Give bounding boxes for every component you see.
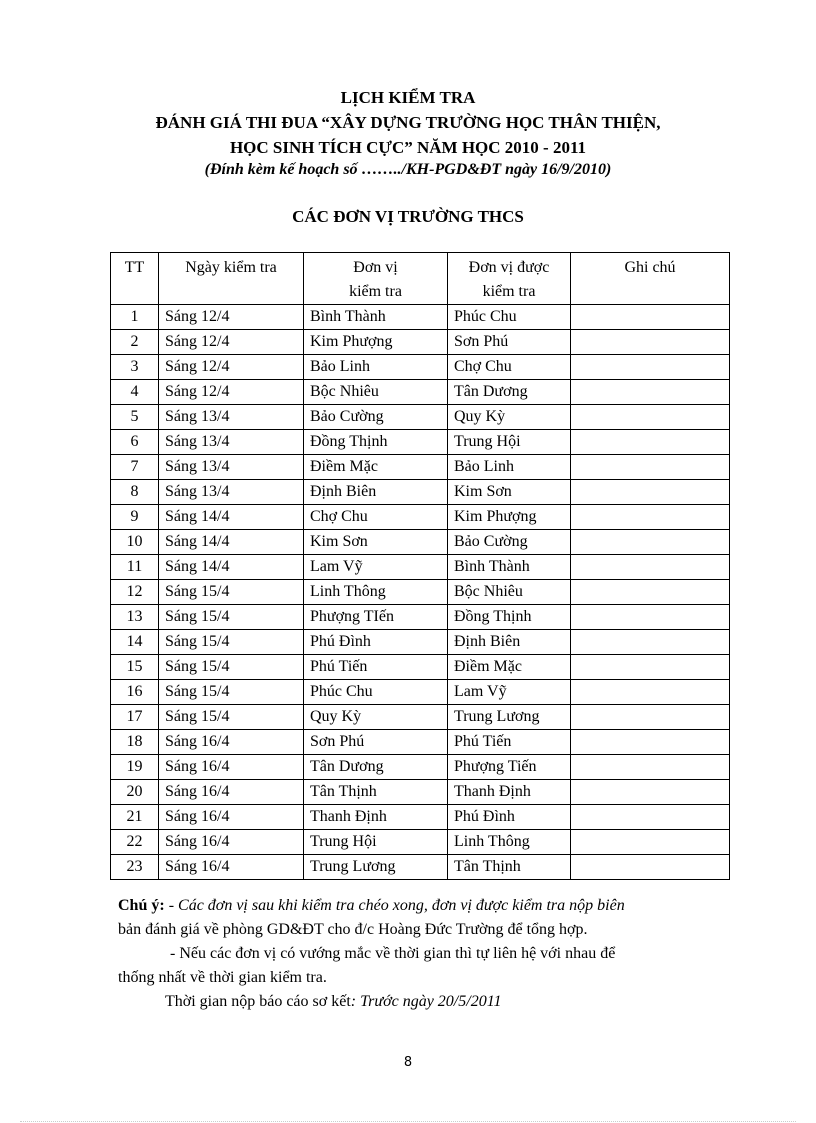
table-row <box>111 405 730 430</box>
cell-date: Sáng 16/4 <box>159 755 304 780</box>
table-header-row <box>111 253 730 305</box>
cell-inspecting-unit: Tân Thịnh <box>304 780 448 805</box>
deadline-label: Thời gian nộp báo cáo sơ kết <box>165 993 351 1010</box>
schedule-table-body <box>111 305 730 880</box>
cell-date: Sáng 15/4 <box>159 655 304 680</box>
cell-inspecting-unit: Trung Hội <box>304 830 448 855</box>
note-label: Chú ý: <box>118 897 165 914</box>
table-row <box>111 530 730 555</box>
table-row <box>111 330 730 355</box>
col-header-inspected-unit <box>448 253 571 305</box>
cell-inspecting-unit: Phú Tiến <box>304 655 448 680</box>
cell-note <box>571 380 730 405</box>
table-row <box>111 580 730 605</box>
cell-tt: 14 <box>111 630 159 655</box>
cell-inspecting-unit: Thanh Định <box>304 805 448 830</box>
cell-tt: 19 <box>111 755 159 780</box>
col-header-to-line1: Đơn vị được <box>468 259 550 276</box>
cell-note <box>571 355 730 380</box>
cell-tt: 4 <box>111 380 159 405</box>
cell-tt: 9 <box>111 505 159 530</box>
cell-tt: 6 <box>111 430 159 455</box>
cell-note <box>571 780 730 805</box>
cell-date: Sáng 15/4 <box>159 630 304 655</box>
cell-note <box>571 430 730 455</box>
cell-inspecting-unit: Sơn Phú <box>304 730 448 755</box>
cell-inspected-unit: Tân Thịnh <box>448 855 571 880</box>
cell-date: Sáng 12/4 <box>159 330 304 355</box>
page-number: 8 <box>403 1055 413 1070</box>
cell-tt: 12 <box>111 580 159 605</box>
cell-note <box>571 855 730 880</box>
cell-note <box>571 580 730 605</box>
table-row <box>111 480 730 505</box>
cell-note <box>571 630 730 655</box>
cell-date: Sáng 15/4 <box>159 705 304 730</box>
note-text-1: - Các đơn vị sau khi kiểm tra chéo xong, đơn vị được kiểm tra nộp biên <box>164 897 625 914</box>
cell-inspecting-unit: Kim Phượng <box>304 330 448 355</box>
cell-inspected-unit: Quy Kỳ <box>448 405 571 430</box>
cell-tt: 13 <box>111 605 159 630</box>
cell-inspecting-unit: Trung Lương <box>304 855 448 880</box>
table-row <box>111 455 730 480</box>
cell-inspecting-unit: Phúc Chu <box>304 680 448 705</box>
cell-date: Sáng 15/4 <box>159 680 304 705</box>
table-row <box>111 380 730 405</box>
note-line-3: - Nếu các đơn vị có vướng mắc về thời gian thì tự liên hệ với nhau để <box>170 945 616 962</box>
cell-inspecting-unit: Điềm Mặc <box>304 455 448 480</box>
cell-inspected-unit: Phú Tiến <box>448 730 571 755</box>
cell-tt: 10 <box>111 530 159 555</box>
cell-tt: 1 <box>111 305 159 330</box>
cell-inspecting-unit: Phú Đình <box>304 630 448 655</box>
cell-date: Sáng 14/4 <box>159 530 304 555</box>
cell-inspected-unit: Trung Hội <box>448 430 571 455</box>
cell-tt: 17 <box>111 705 159 730</box>
table-row <box>111 630 730 655</box>
cell-inspected-unit: Lam Vỹ <box>448 680 571 705</box>
cell-tt: 3 <box>111 355 159 380</box>
note-line-1 <box>118 894 738 918</box>
cell-inspecting-unit: Bảo Linh <box>304 355 448 380</box>
note-line-4: thống nhất về thời gian kiểm tra. <box>118 969 327 986</box>
cell-inspecting-unit: Định Biên <box>304 480 448 505</box>
table-row <box>111 855 730 880</box>
cell-note <box>571 605 730 630</box>
cell-date: Sáng 13/4 <box>159 455 304 480</box>
cell-tt: 18 <box>111 730 159 755</box>
cell-date: Sáng 12/4 <box>159 305 304 330</box>
cell-note <box>571 555 730 580</box>
cell-inspected-unit: Điềm Mặc <box>448 655 571 680</box>
cell-date: Sáng 16/4 <box>159 830 304 855</box>
cell-inspecting-unit: Quy Kỳ <box>304 705 448 730</box>
cell-inspecting-unit: Đồng Thịnh <box>304 430 448 455</box>
cell-date: Sáng 13/4 <box>159 405 304 430</box>
cell-inspecting-unit: Lam Vỹ <box>304 555 448 580</box>
cell-note <box>571 530 730 555</box>
cell-note <box>571 505 730 530</box>
doc-subtitle-line-2: HỌC SINH TÍCH CỰC” NĂM HỌC 2010 - 2011 <box>229 138 587 157</box>
cell-note <box>571 655 730 680</box>
col-header-from-line1: Đơn vị <box>353 259 398 276</box>
schedule-table <box>110 252 730 880</box>
cell-inspected-unit: Phúc Chu <box>448 305 571 330</box>
col-header-to-line2: kiểm tra <box>482 283 536 300</box>
cell-inspecting-unit: Phượng TIến <box>304 605 448 630</box>
cell-date: Sáng 14/4 <box>159 505 304 530</box>
table-row <box>111 755 730 780</box>
cell-tt: 5 <box>111 405 159 430</box>
table-row <box>111 555 730 580</box>
col-header-tt: TT <box>111 253 159 305</box>
cell-inspected-unit: Bảo Linh <box>448 455 571 480</box>
cell-tt: 23 <box>111 855 159 880</box>
cell-note <box>571 330 730 355</box>
cell-date: Sáng 16/4 <box>159 780 304 805</box>
table-row <box>111 680 730 705</box>
cell-date: Sáng 16/4 <box>159 855 304 880</box>
cell-date: Sáng 14/4 <box>159 555 304 580</box>
table-row <box>111 305 730 330</box>
cell-tt: 11 <box>111 555 159 580</box>
doc-subtitle-line-1: ĐÁNH GIÁ THI ĐUA “XÂY DỰNG TRƯỜNG HỌC THÂN THIỆN, <box>155 113 661 132</box>
cell-tt: 20 <box>111 780 159 805</box>
cell-date: Sáng 16/4 <box>159 730 304 755</box>
doc-attachment-ref: (Đính kèm kế hoạch số ……../KH-PGD&ĐT ngày 16/9/2010) <box>204 161 612 178</box>
table-row <box>111 655 730 680</box>
cell-inspected-unit: Kim Phượng <box>448 505 571 530</box>
col-header-date: Ngày kiểm tra <box>159 253 304 305</box>
cell-tt: 22 <box>111 830 159 855</box>
section-heading: CÁC ĐƠN VỊ TRƯỜNG THCS <box>292 207 524 226</box>
cell-inspected-unit: Chợ Chu <box>448 355 571 380</box>
cell-date: Sáng 12/4 <box>159 355 304 380</box>
cell-note <box>571 455 730 480</box>
cell-inspecting-unit: Kim Sơn <box>304 530 448 555</box>
col-header-note: Ghi chú <box>571 253 730 305</box>
cell-note <box>571 705 730 730</box>
cell-tt: 8 <box>111 480 159 505</box>
cell-inspected-unit: Tân Dương <box>448 380 571 405</box>
cell-inspected-unit: Đồng Thịnh <box>448 605 571 630</box>
cell-inspecting-unit: Chợ Chu <box>304 505 448 530</box>
table-row <box>111 430 730 455</box>
cell-inspected-unit: Bộc Nhiêu <box>448 580 571 605</box>
cell-inspecting-unit: Bảo Cường <box>304 405 448 430</box>
cell-tt: 21 <box>111 805 159 830</box>
cell-date: Sáng 13/4 <box>159 480 304 505</box>
cell-tt: 2 <box>111 330 159 355</box>
cell-date: Sáng 15/4 <box>159 605 304 630</box>
table-row <box>111 780 730 805</box>
deadline-value: : Trước ngày 20/5/2011 <box>350 993 502 1010</box>
table-row <box>111 830 730 855</box>
cell-note <box>571 480 730 505</box>
table-row <box>111 805 730 830</box>
cell-tt: 16 <box>111 680 159 705</box>
cell-note <box>571 805 730 830</box>
cell-note <box>571 680 730 705</box>
cell-inspected-unit: Kim Sơn <box>448 480 571 505</box>
cell-inspecting-unit: Tân Dương <box>304 755 448 780</box>
cell-inspected-unit: Linh Thông <box>448 830 571 855</box>
col-header-from-line2: kiểm tra <box>349 283 402 300</box>
table-row <box>111 355 730 380</box>
cell-note <box>571 755 730 780</box>
col-header-inspecting-unit <box>304 253 448 305</box>
cell-note <box>571 405 730 430</box>
cell-inspected-unit: Trung Lương <box>448 705 571 730</box>
doc-title: LỊCH KIỂM TRA <box>340 88 476 107</box>
table-row <box>111 505 730 530</box>
cell-note <box>571 730 730 755</box>
table-row <box>111 730 730 755</box>
cell-tt: 7 <box>111 455 159 480</box>
cell-date: Sáng 12/4 <box>159 380 304 405</box>
table-row <box>111 605 730 630</box>
cell-inspecting-unit: Bình Thành <box>304 305 448 330</box>
cell-date: Sáng 16/4 <box>159 805 304 830</box>
cell-inspected-unit: Định Biên <box>448 630 571 655</box>
cell-inspected-unit: Phượng Tiến <box>448 755 571 780</box>
cell-tt: 15 <box>111 655 159 680</box>
page-bottom-rule <box>20 1121 796 1122</box>
cell-date: Sáng 15/4 <box>159 580 304 605</box>
cell-inspected-unit: Phú Đình <box>448 805 571 830</box>
cell-inspecting-unit: Bộc Nhiêu <box>304 380 448 405</box>
cell-inspecting-unit: Linh Thông <box>304 580 448 605</box>
note-line-2: bản đánh giá về phòng GD&ĐT cho đ/c Hoàng Đức Trường để tổng hợp. <box>118 921 588 938</box>
cell-note <box>571 305 730 330</box>
cell-inspected-unit: Bảo Cường <box>448 530 571 555</box>
cell-inspected-unit: Bình Thành <box>448 555 571 580</box>
cell-date: Sáng 13/4 <box>159 430 304 455</box>
cell-inspected-unit: Sơn Phú <box>448 330 571 355</box>
table-row <box>111 705 730 730</box>
deadline-line <box>165 990 785 1014</box>
cell-note <box>571 830 730 855</box>
cell-inspected-unit: Thanh Định <box>448 780 571 805</box>
